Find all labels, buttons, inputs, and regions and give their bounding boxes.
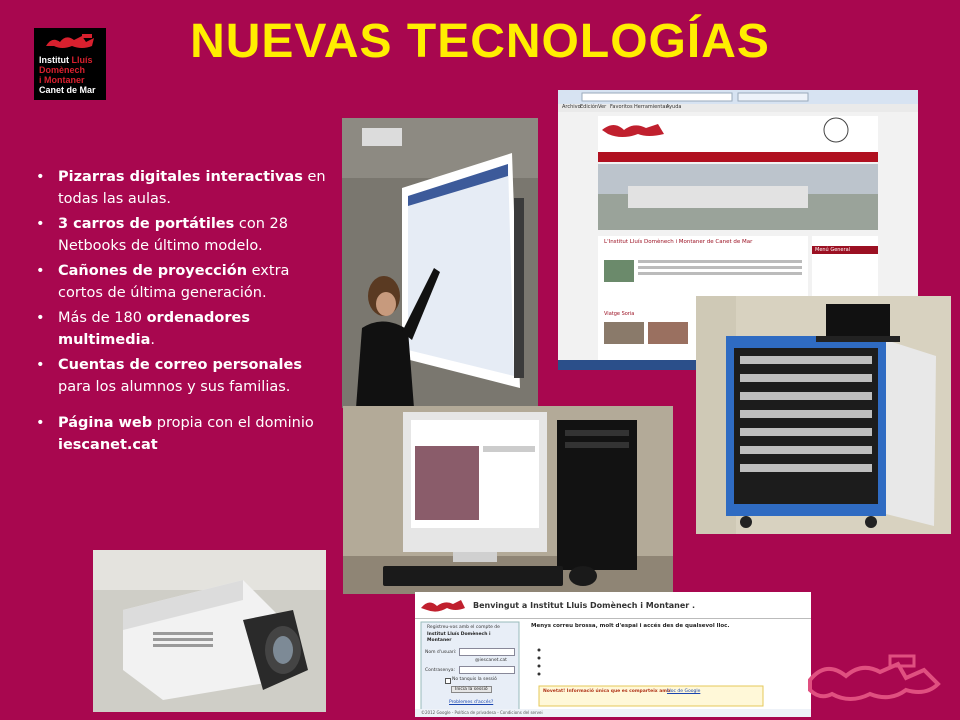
notice-link[interactable]: Lloc de Google	[667, 689, 701, 694]
list-item-text: extra cortos de última generación.	[58, 263, 290, 301]
logo-text-lluis: Lluís	[71, 55, 93, 65]
dragon-watermark-icon	[806, 650, 946, 710]
list-item-text: con 28 Netbooks de último modelo.	[58, 216, 288, 254]
website-menu-tools: Herramientas	[634, 104, 669, 110]
list-item-text: Más de 180	[58, 310, 147, 326]
logo-text-montaner: i Montaner	[39, 75, 85, 85]
projector-illustration	[93, 550, 326, 712]
list-item-text: .	[150, 332, 155, 348]
list-item-bold: Cañones de proyección	[58, 263, 248, 279]
forgot-link[interactable]: Problemes d'accés?	[449, 700, 494, 705]
website-menu-help: Ayuda	[666, 104, 682, 110]
logo-text-canet: Canet de Mar	[39, 85, 96, 95]
login-tagline: Menys correu brossa, molt d'espai i accés des de qualsevol lloc.	[531, 623, 730, 629]
logo-text-institut: Institut	[39, 55, 69, 65]
list-item	[36, 354, 336, 398]
username-label: Nom d'usuari:	[425, 650, 457, 655]
list-item-text: en todas las aulas.	[58, 169, 326, 207]
list-item-text: propia con el dominio	[152, 415, 314, 431]
login-heading: Benvingut a Institut Lluis Domènech i Montaner .	[473, 601, 696, 610]
password-input[interactable]	[459, 666, 515, 674]
login-box-org: Institut Lluís Domènech i Montaner	[427, 632, 491, 643]
domain-label: @iescanet.cat	[475, 658, 507, 663]
login-footer: ©2012 Google - Política de privadesa - Condicions del servei	[421, 710, 543, 715]
bullet-icon: •	[36, 415, 45, 431]
login-box-title: Registreu-vos amb el compte de	[427, 625, 500, 630]
website-menu-edit: Edición	[580, 104, 599, 110]
bullet-icon: •	[36, 357, 45, 373]
desktop-computer-photo	[343, 406, 673, 594]
webmail-login-screenshot	[415, 592, 811, 717]
bullet-icon: •	[36, 310, 45, 326]
list-item	[36, 260, 336, 304]
password-label: Contrasenya:	[425, 668, 456, 673]
list-item-bold: ordenadores multimedia	[58, 310, 250, 348]
remember-checkbox[interactable]	[445, 678, 451, 684]
list-item	[36, 166, 336, 210]
list-item-bold: Página web	[58, 415, 153, 431]
logo-text-domenech: Domènech	[39, 65, 86, 75]
website-menu-file: Archivo	[562, 104, 581, 110]
website-side-title: Menú General	[815, 247, 851, 253]
list-item	[36, 412, 336, 456]
slide-title: NUEVAS TECNOLOGÍAS	[190, 15, 770, 68]
feature-list	[36, 166, 336, 459]
sign-in-button[interactable]: Inicia la sessió	[451, 686, 492, 693]
list-item-bold: 3 carros de portátiles	[58, 216, 235, 232]
whiteboard-illustration	[342, 118, 538, 408]
notice-title: Novetat! Informació única que es comparteix amb	[543, 689, 671, 694]
bullet-icon: •	[36, 169, 45, 185]
remember-label: No tanquis la sessió	[452, 677, 497, 682]
laptop-cart-photo	[696, 296, 951, 534]
list-item	[36, 213, 336, 257]
bullet-icon: •	[36, 216, 45, 232]
username-input[interactable]	[459, 648, 515, 656]
list-item-text: para los alumnos y sus familias.	[58, 379, 291, 395]
whiteboard-photo	[342, 118, 538, 408]
projector-photo	[93, 550, 326, 712]
website-menu-favorites: Favoritos	[610, 104, 633, 110]
desktop-illustration	[343, 406, 673, 594]
website-news-title: Viatge Soria	[604, 311, 635, 317]
website-menu-view: Ver	[598, 104, 607, 110]
laptop-cart-illustration	[696, 296, 951, 534]
list-item-bold: Pizarras digitales interactivas	[58, 169, 303, 185]
bullet-icon: •	[36, 263, 45, 279]
domain-text: iescanet.cat	[58, 437, 158, 453]
website-heading: L'Institut Lluís Domènech i Montaner de Canet de Mar	[604, 239, 753, 245]
list-item-bold: Cuentas de correo personales	[58, 357, 302, 373]
list-item	[36, 307, 336, 351]
